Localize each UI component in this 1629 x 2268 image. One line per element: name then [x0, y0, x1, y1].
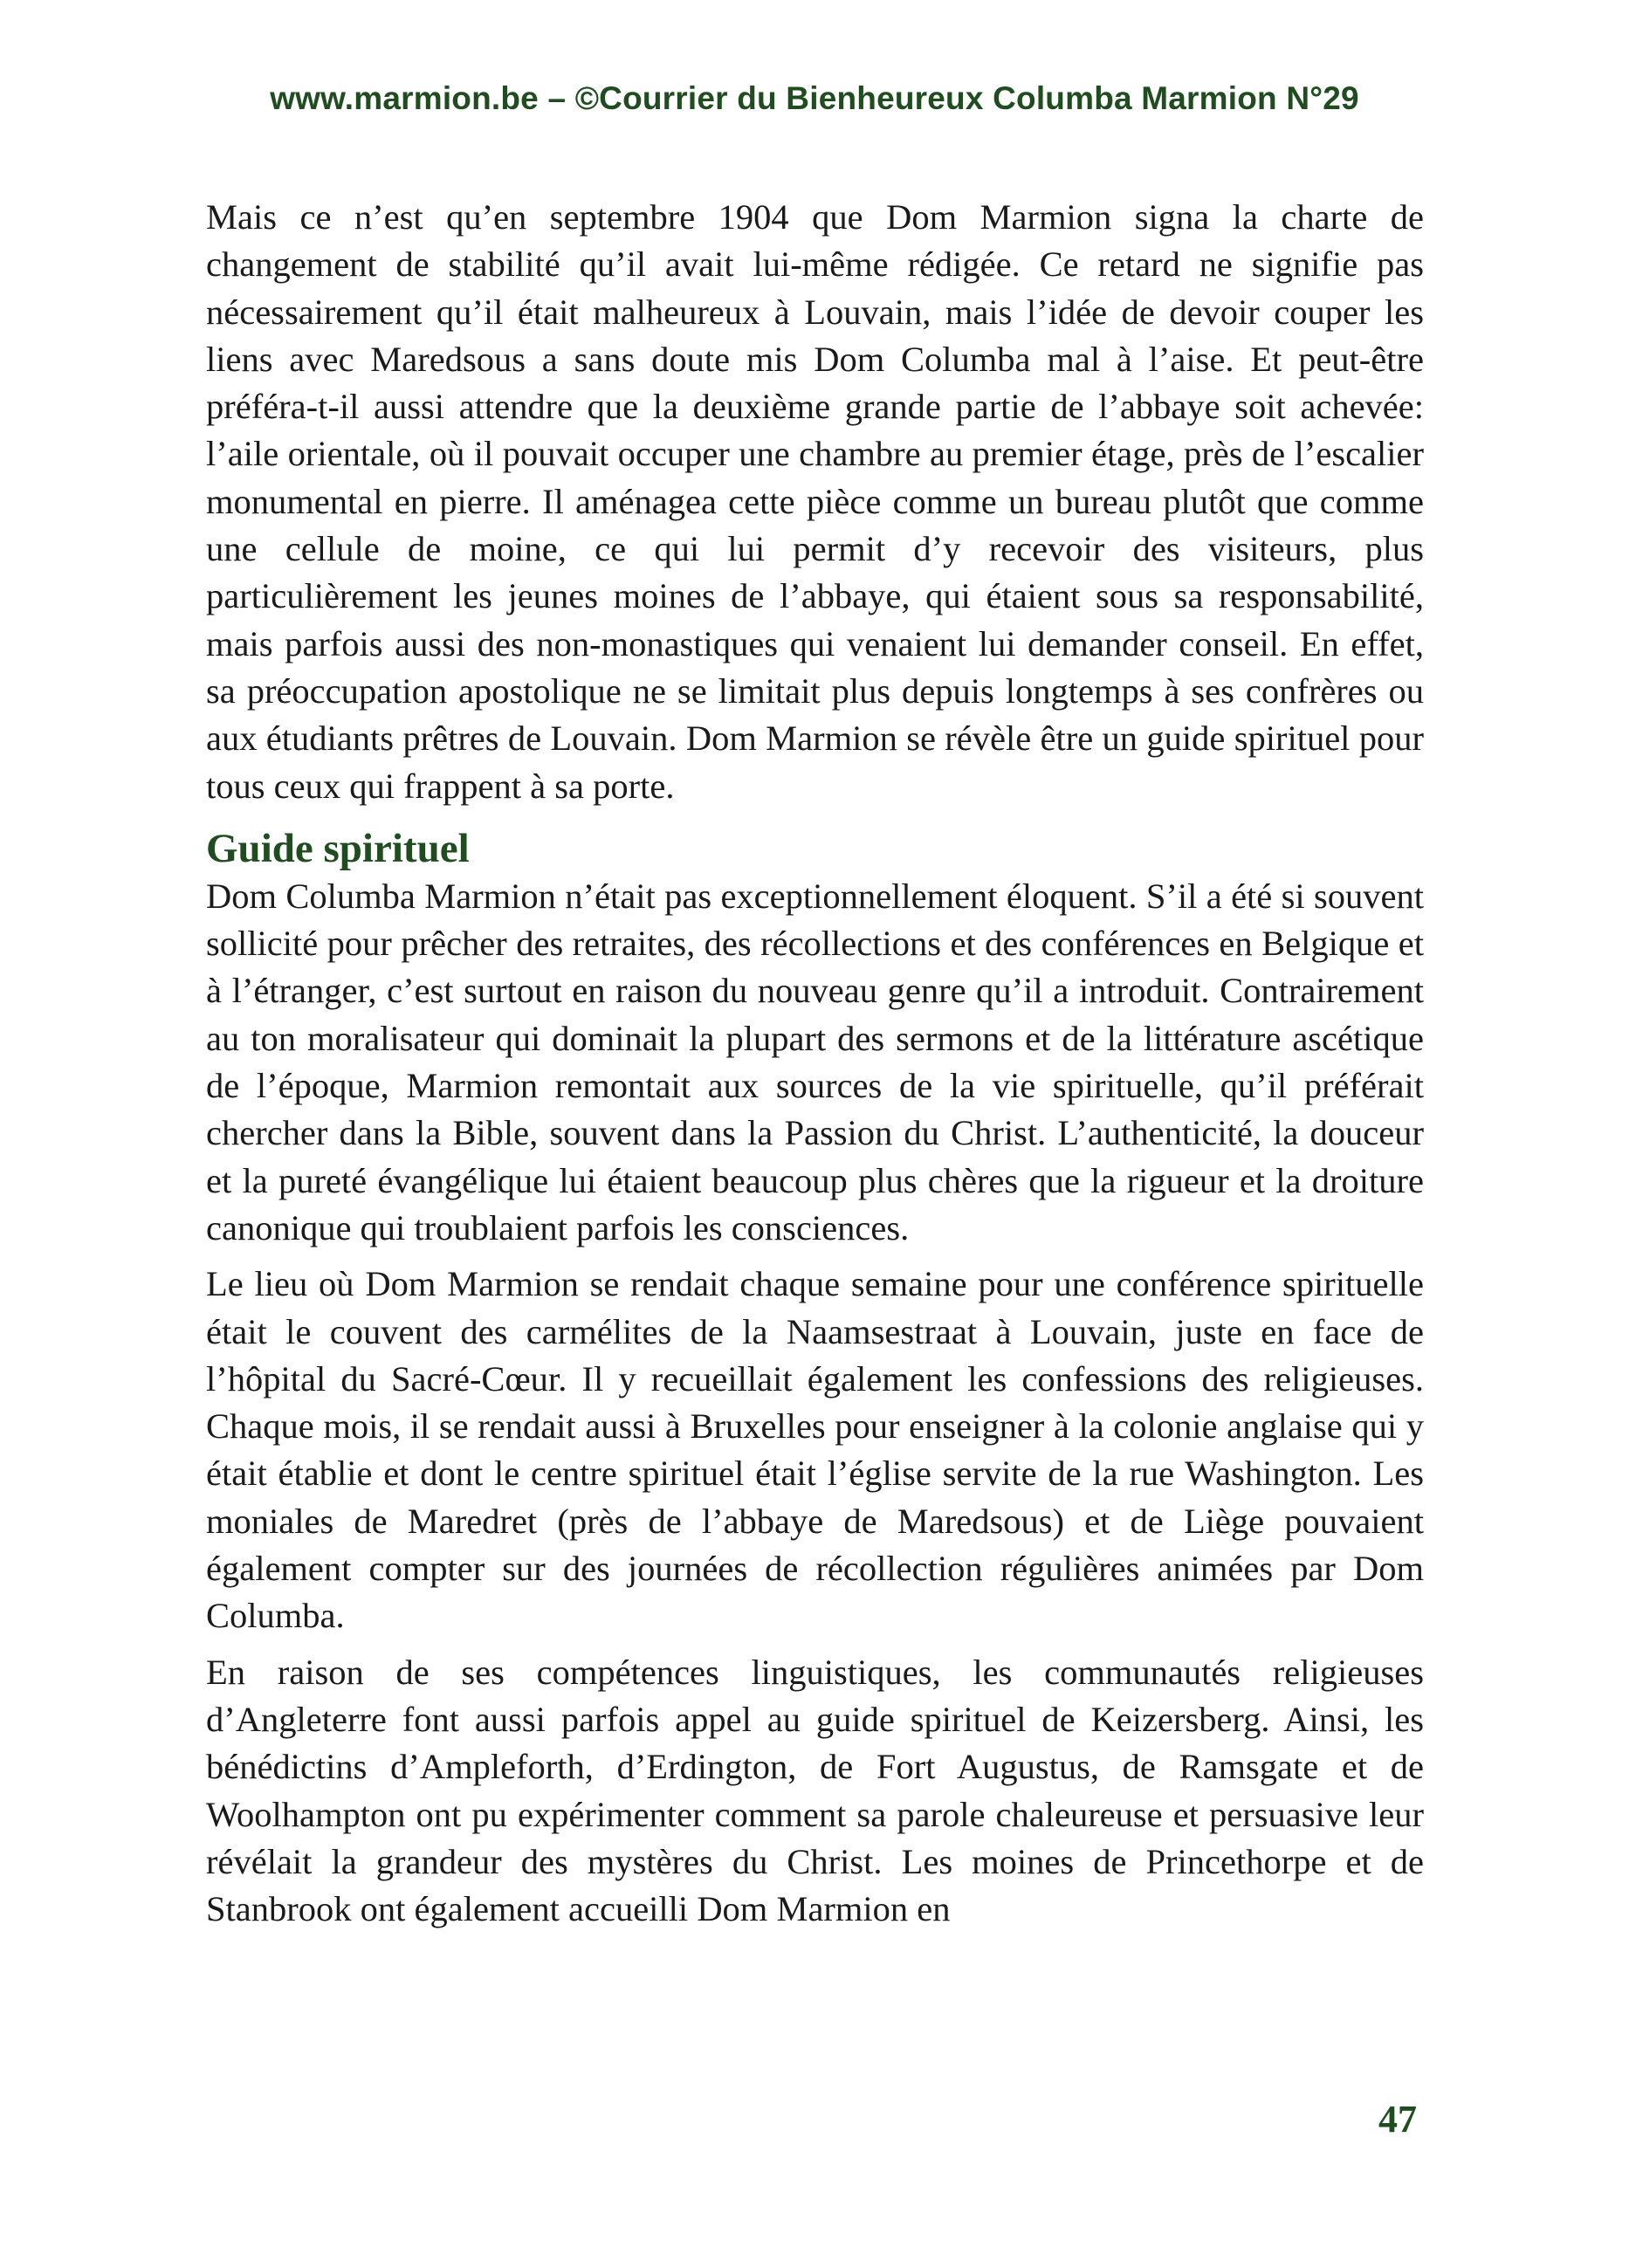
page-number: 47: [1378, 2098, 1417, 2141]
running-header: www.marmion.be – ©Courrier du Bienheureux Columba Marmion N°29: [270, 80, 1359, 116]
paragraph: Le lieu où Dom Marmion se rendait chaque semaine pour une conférence spirituelle était le couvent des carmélites de la Naamsestraat à Louvain, juste en face de l’hôpital du Sacré-Cœur. Il y recueillait également les confessions des religieuses. Chaque mois, il se rendait aussi à Bruxelles pour enseigner à la colonie anglaise qui y était établie et dont le centre spirituel était l’église servite de la rue Washington. Les moniales de Maredret (près de l’abbaye de Maredsous) et de Liège pouvaient également compter sur des journées de récollection régulières animées par Dom Columba.: [206, 1264, 1424, 1636]
paragraph: Dom Columba Marmion n’était pas exceptionnellement éloquent. S’il a été si souvent sollicité pour prêcher des retraites, des récollections et des conférences en Belgique et à l’étranger, c’est surtout en raison du nouveau genre qu’il a introduit. Contrairement au ton moralisateur qui dominait la plupart des sermons et de la littérature ascétique de l’époque, Marmion remontait aux sources de la vie spirituelle, qu’il préférait chercher dans la Bible, souvent dans la Passion du Christ. L’authenticité, la douceur et la pureté évangélique lui étaient beaucoup plus chères que la rigueur et la droiture canonique qui troublaient parfois les consciences.: [206, 876, 1424, 1247]
paragraph: En raison de ses compétences linguistiques, les communautés religieuses d’Angleterre font aussi parfois appel au guide spirituel de Keizersberg. Ainsi, les bénédictins d’Ampleforth, d’Erdington, de Fort Augustus, de Ramsgate et de Woolhampton ont pu expérimenter comment sa parole chaleureuse et persuasive leur révélait la grandeur des mystères du Christ. Les moines de Princethorpe et de Stanbrook ont également accueilli Dom Marmion en: [206, 1652, 1424, 1929]
section-heading: Guide spirituel: [206, 825, 470, 871]
paragraph: Mais ce n’est qu’en septembre 1904 que Dom Marmion signa la charte de changement de stabilité qu’il avait lui-même rédigée. Ce retard ne signifie pas nécessairement qu’il était malheureux à Louvain, mais l’idée de devoir couper les liens avec Maredsous a sans doute mis Dom Columba mal à l’aise. Et peut-être préféra-t-il aussi attendre que la deuxième grande partie de l’abbaye soit achevée: l’aile orientale, où il pouvait occuper une chambre au premier étage, près de l’escalier monumental en pierre. Il aménagea cette pièce comme un bureau plutôt que comme une cellule de moine, ce qui lui permit d’y recevoir des visiteurs, plus particulièrement les jeunes moines de l’abbaye, qui étaient sous sa responsabilité, mais parfois aussi des non-monastiques qui venaient lui demander conseil. En effet, sa préoccupation apostolique ne se limitait plus depuis longtemps à ses confrères ou aux étudiants prêtres de Louvain. Dom Marmion se révèle être un guide spirituel pour tous ceux qui frappent à sa porte.: [206, 197, 1424, 806]
article-body: [206, 194, 1424, 1933]
